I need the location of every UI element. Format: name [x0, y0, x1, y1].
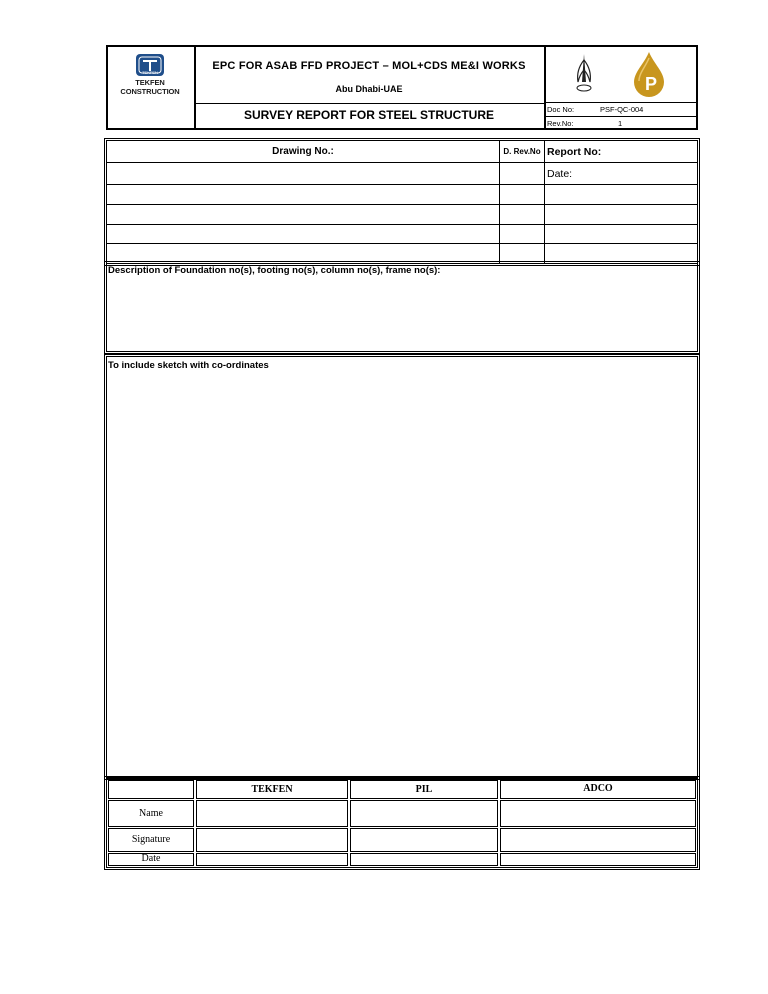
sketch-box[interactable]	[106, 356, 698, 778]
rev-no-value: 1	[618, 119, 623, 128]
name-pil-field[interactable]	[350, 800, 498, 827]
client-logo-letter: P	[644, 74, 658, 94]
signoff-row-signature: Signature	[131, 834, 171, 845]
signature-adco-field[interactable]	[500, 828, 696, 852]
doc-no-label: Doc No:	[547, 105, 575, 114]
signoff-col-adco: ADCO	[583, 783, 613, 794]
drawing-no-field[interactable]	[108, 205, 498, 223]
date-label: Date:	[547, 168, 573, 180]
drop-logo-icon	[624, 48, 674, 102]
drawing-no-field[interactable]	[108, 163, 498, 183]
sketch-label: To include sketch with co-ordinates	[108, 360, 269, 371]
company-name: TEKFEN CONSTRUCTION	[120, 78, 180, 96]
name-adco-field[interactable]	[500, 800, 696, 827]
report-title: SURVEY REPORT FOR STEEL STRUCTURE	[243, 108, 495, 122]
date-pil-field[interactable]	[350, 853, 498, 866]
signoff-col-pil: PIL	[415, 784, 433, 795]
date-tekfen-field[interactable]	[196, 853, 348, 866]
project-title: EPC FOR ASAB FFD PROJECT – MOL+CDS ME&I WORKS	[212, 60, 526, 72]
signature-pil-field[interactable]	[350, 828, 498, 852]
doc-no-value: PSF-QC-004	[600, 105, 644, 114]
client-logos	[546, 48, 696, 102]
signature-tekfen-field[interactable]	[196, 828, 348, 852]
name-tekfen-field[interactable]	[196, 800, 348, 827]
report-no-label: Report No:	[547, 146, 602, 158]
signoff-row-name: Name	[139, 808, 163, 819]
drawing-rev-label: D. Rev.No	[503, 147, 541, 156]
tekfen-logo-text: TEKFEN	[142, 70, 158, 75]
drawing-no-field[interactable]	[108, 225, 498, 242]
date-adco-field[interactable]	[500, 853, 696, 866]
rev-no-label: Rev.No:	[547, 119, 574, 128]
description-box[interactable]	[106, 263, 698, 352]
signoff-col-tekfen: TEKFEN	[251, 784, 293, 795]
drawing-no-field[interactable]	[108, 185, 498, 203]
drawing-no-label: Drawing No.:	[272, 146, 334, 157]
signoff-row-date: Date	[141, 853, 161, 864]
description-label: Description of Foundation no(s), footing no(s), column no(s), frame no(s):	[108, 265, 441, 276]
location: Abu Dhabi-UAE	[335, 84, 403, 94]
adco-emblem-icon	[554, 48, 614, 102]
drawing-no-field[interactable]	[108, 244, 498, 263]
